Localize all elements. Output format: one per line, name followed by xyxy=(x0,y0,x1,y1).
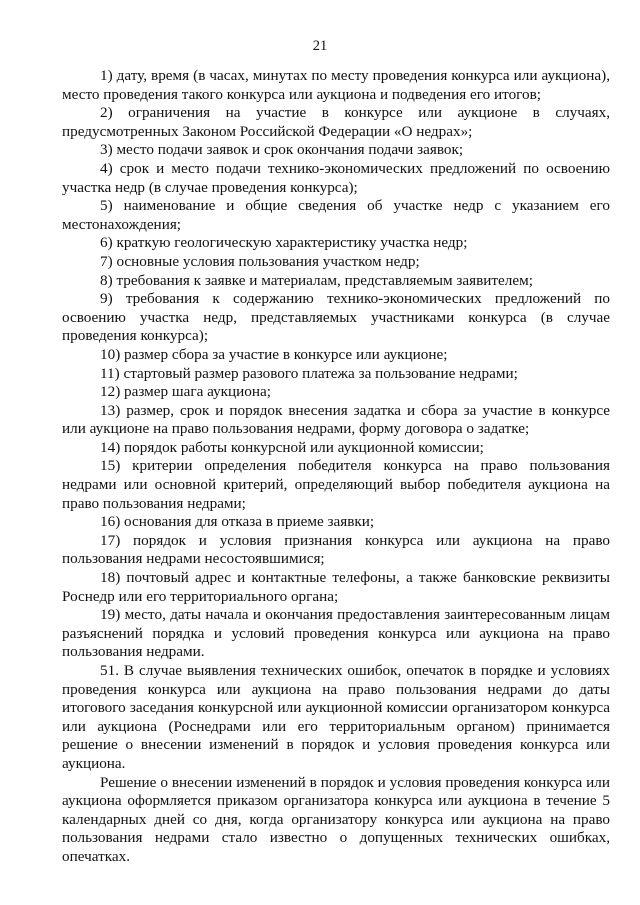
list-item-3-application-deadline: 3) место подачи заявок и срок окончания подачи заявок; xyxy=(100,141,464,159)
document-body xyxy=(62,67,610,867)
list-item-8-application-requirements: 8) требования к заявке и материалам, представляемым заявителем; xyxy=(100,271,533,289)
list-item-11-starting-payment: 11) стартовый размер разового платежа за пользование недрами; xyxy=(100,364,518,382)
list-item-13-deposit: 13) размер, срок и порядок внесения задатка и сбора за участие в конкурсе или аукционе на право пользования недрами, форму договора о задатке; xyxy=(62,401,610,438)
decision-paragraph: Решение о внесении изменений в порядок и условия проведения конкурса или аукциона оформляется приказом организатора конкурса или аукциона в течение 5 календарных дней со дня, когда организатору конкурса или аукциона на право пользования недрами стало известно о допущенных технических ошибках, опечатках. xyxy=(62,773,610,865)
list-item-1-date-time-place: 1) дату, время (в часах, минутах по месту проведения конкурса или аукциона), место проведения такого конкурса или аукциона и подведения его итогов; xyxy=(62,67,610,103)
list-item-12-auction-step: 12) размер шага аукциона; xyxy=(100,383,271,401)
list-item-4-proposal-deadline: 4) срок и место подачи технико-экономических предложений по освоению участка недр (в случае проведения конкурса); xyxy=(62,159,610,196)
list-item-10-fee: 10) размер сбора за участие в конкурсе или аукционе; xyxy=(100,345,448,363)
list-item-9-proposal-requirements: 9) требования к содержанию технико-экономических предложений по освоению участка недр, представляемых участниками конкурса (в случае проведения конкурса); xyxy=(62,290,610,345)
list-item-2-participation-restrictions: 2) ограничения на участие в конкурсе или аукционе в случаях, предусмотренных Законом Российской Федерации «О недрах»; xyxy=(62,104,610,140)
list-item-18-contacts: 18) почтовый адрес и контактные телефоны, а также банковские реквизиты Роснедр или его территориального органа; xyxy=(62,569,610,605)
list-item-7-usage-conditions: 7) основные условия пользования участком недр; xyxy=(100,252,420,270)
list-item-5-site-description: 5) наименование и общие сведения об участке недр с указанием его местонахождения; xyxy=(62,197,610,233)
list-item-14-commission-procedure: 14) порядок работы конкурсной или аукционной комиссии; xyxy=(100,438,484,456)
list-item-19-clarifications: 19) место, даты начала и окончания предоставления заинтересованным лицам разъяснений порядка и условий проведения конкурса или аукциона на право пользования недрами. xyxy=(62,606,610,661)
page-number: 21 xyxy=(312,38,328,54)
list-item-17-failed-auction: 17) порядок и условия признания конкурса или аукциона на право пользования недрами несостоявшимися; xyxy=(62,531,610,568)
clause-51: 51. В случае выявления технических ошибок, опечаток в порядке и условиях проведения конкурса или аукциона на право пользования недрами до даты итогового заседания конкурсной или аукционной комиссии организатором конкурса или аукциона (Роснедрами или его территориальным органом) принимается решение о внесении изменений в порядок и условия проведения конкурса или аукциона. xyxy=(62,662,610,772)
list-item-15-winner-criteria: 15) критерии определения победителя конкурса на право пользования недрами или основной критерий, определяющий выбор победителя аукциона на право пользования недрами; xyxy=(62,457,610,512)
list-item-6-geology: 6) краткую геологическую характеристику участка недр; xyxy=(100,234,468,252)
list-item-16-rejection-grounds: 16) основания для отказа в приеме заявки; xyxy=(100,513,375,531)
